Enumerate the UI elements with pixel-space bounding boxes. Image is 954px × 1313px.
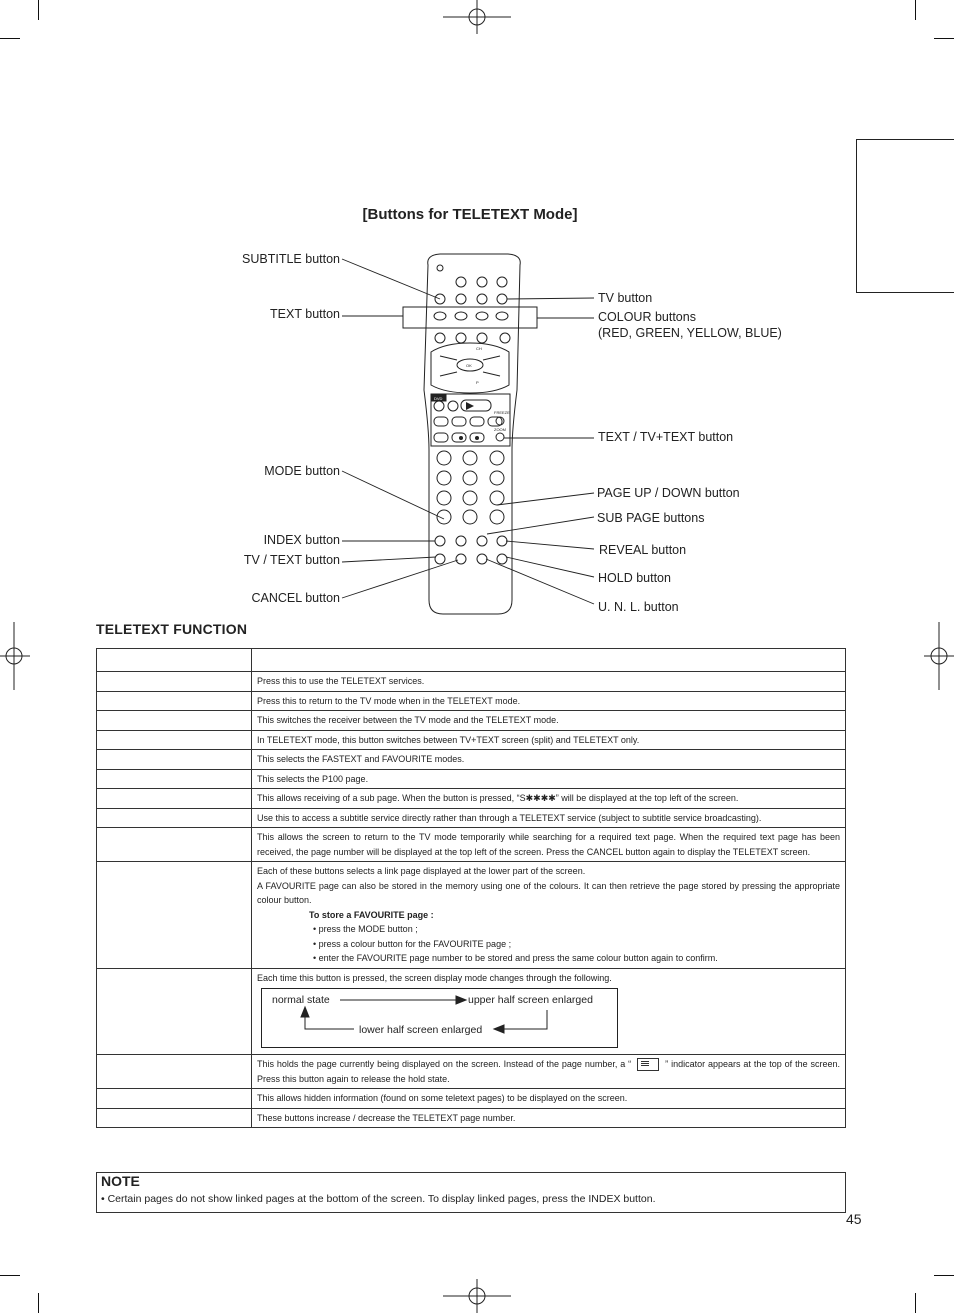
teletext-function-table bbox=[96, 648, 846, 1128]
note-text: • Certain pages do not show linked pages at the bottom of the screen. To display linked pages, press the INDEX button. bbox=[101, 1193, 656, 1205]
section-heading: TELETEXT FUNCTION bbox=[96, 621, 248, 637]
callout-reveal-button: REVEAL button bbox=[599, 543, 687, 557]
callout-colour-buttons: COLOUR buttons bbox=[598, 310, 696, 324]
row-text: This switches the receiver between the TV mode and the TELETEXT mode. bbox=[252, 711, 846, 731]
callout-colour-list: (RED, GREEN, YELLOW, BLUE) bbox=[598, 326, 782, 340]
callout-subtitle-button: SUBTITLE button bbox=[242, 252, 340, 266]
callout-text-tvtext-button: TEXT / TV+TEXT button bbox=[598, 430, 734, 444]
svg-text:ZOOM: ZOOM bbox=[494, 427, 506, 432]
row-text: Press this to return to the TV mode when in the TELETEXT mode. bbox=[252, 691, 846, 711]
state-upper: upper half screen enlarged bbox=[468, 994, 593, 1006]
table-row bbox=[97, 1108, 846, 1128]
table-row-unl bbox=[97, 968, 846, 1055]
state-lower: lower half screen enlarged bbox=[359, 1024, 483, 1036]
row-text: These buttons increase / decrease the TELETEXT page number. bbox=[252, 1108, 846, 1128]
colour-line2: A FAVOURITE page can also be stored in the memory using one of the colours. It can then retrieve the page stored by pressing the appropriate colour button. bbox=[257, 880, 840, 905]
row-text: This allows receiving of a sub page. When the button is pressed, “S✱✱✱✱” will be displayed at the top left of the screen. bbox=[252, 789, 846, 809]
table-row bbox=[97, 828, 846, 862]
callout-sub-page-buttons: SUB PAGE buttons bbox=[597, 511, 705, 525]
svg-text:DVD: DVD bbox=[434, 396, 443, 401]
callout-tv-button: TV button bbox=[598, 291, 653, 305]
row-text: This allows the screen to return to the TV mode temporarily while searching for a required text page. When the required text page has been received, the page number will be displayed at the top left of the screen. Press the CANCEL button again to display the TELETEXT screen. bbox=[252, 828, 846, 862]
row-text: This selects the FASTEXT and FAVOURITE modes. bbox=[252, 750, 846, 770]
note-title: NOTE bbox=[101, 1173, 140, 1189]
row-text: This selects the P100 page. bbox=[252, 769, 846, 789]
table-row bbox=[97, 672, 846, 692]
favourite-subtitle: To store a FAVOURITE page : bbox=[309, 909, 434, 920]
callout-unl-button: U. N. L. button bbox=[598, 600, 679, 614]
note-box bbox=[96, 1172, 846, 1213]
svg-text:P: P bbox=[476, 380, 479, 385]
state-normal: normal state bbox=[272, 994, 330, 1006]
table-row bbox=[97, 789, 846, 809]
table-header-row bbox=[97, 649, 846, 672]
favourite-step: • enter the FAVOURITE page number to be stored and press the same colour button again to confirm. bbox=[313, 953, 718, 963]
row-text: In TELETEXT mode, this button switches between TV+TEXT screen (split) and TELETEXT only. bbox=[252, 730, 846, 750]
svg-text:OK: OK bbox=[466, 363, 472, 368]
table-row bbox=[97, 1089, 846, 1109]
table-row bbox=[97, 808, 846, 828]
callout-tv-text-button: TV / TEXT button bbox=[243, 553, 340, 567]
table-row bbox=[97, 750, 846, 770]
diagram-title: [Buttons for TELETEXT Mode] bbox=[362, 206, 578, 223]
svg-text:FREEZE: FREEZE bbox=[494, 410, 510, 415]
callout-hold-button: HOLD button bbox=[598, 571, 671, 585]
table-row bbox=[97, 730, 846, 750]
callout-cancel-button: CANCEL button bbox=[251, 591, 340, 605]
page-number: 45 bbox=[846, 1211, 862, 1227]
row-text: This allows hidden information (found on some teletext pages) to be displayed on the screen. bbox=[252, 1089, 846, 1109]
hold-text-before: This holds the page currently being displayed on the screen. Instead of the page number, a “ bbox=[257, 1059, 632, 1069]
cycle-arrows bbox=[262, 989, 617, 1047]
row-text: Press this to use the TELETEXT services. bbox=[252, 672, 846, 692]
row-text: Use this to access a subtitle service directly rather than through a TELETEXT service (subject to subtitle service broadcasting). bbox=[252, 808, 846, 828]
display-mode-cycle-diagram bbox=[261, 988, 618, 1048]
callout-page-up-down-button: PAGE UP / DOWN button bbox=[597, 486, 740, 500]
hold-text-after: ” indicator appears at the top of the screen. Press this button again to release the hold state. bbox=[257, 1059, 840, 1084]
table-row bbox=[97, 691, 846, 711]
colour-line1: Each of these buttons selects a link page displayed at the lower part of the screen. bbox=[257, 866, 586, 876]
table-row-colour bbox=[97, 862, 846, 969]
table-row bbox=[97, 769, 846, 789]
table-row-hold bbox=[97, 1055, 846, 1089]
callout-text-button: TEXT button bbox=[270, 307, 340, 321]
svg-text:CH: CH bbox=[476, 346, 482, 351]
unl-text: Each time this button is pressed, the screen display mode changes through the following. bbox=[257, 972, 612, 983]
callout-index-button: INDEX button bbox=[263, 533, 340, 547]
table-row bbox=[97, 711, 846, 731]
favourite-step: • press the MODE button ; bbox=[313, 924, 418, 934]
hold-indicator-icon bbox=[637, 1058, 659, 1071]
favourite-step: • press a colour button for the FAVOURITE page ; bbox=[313, 938, 512, 949]
callout-mode-button: MODE button bbox=[264, 464, 340, 478]
